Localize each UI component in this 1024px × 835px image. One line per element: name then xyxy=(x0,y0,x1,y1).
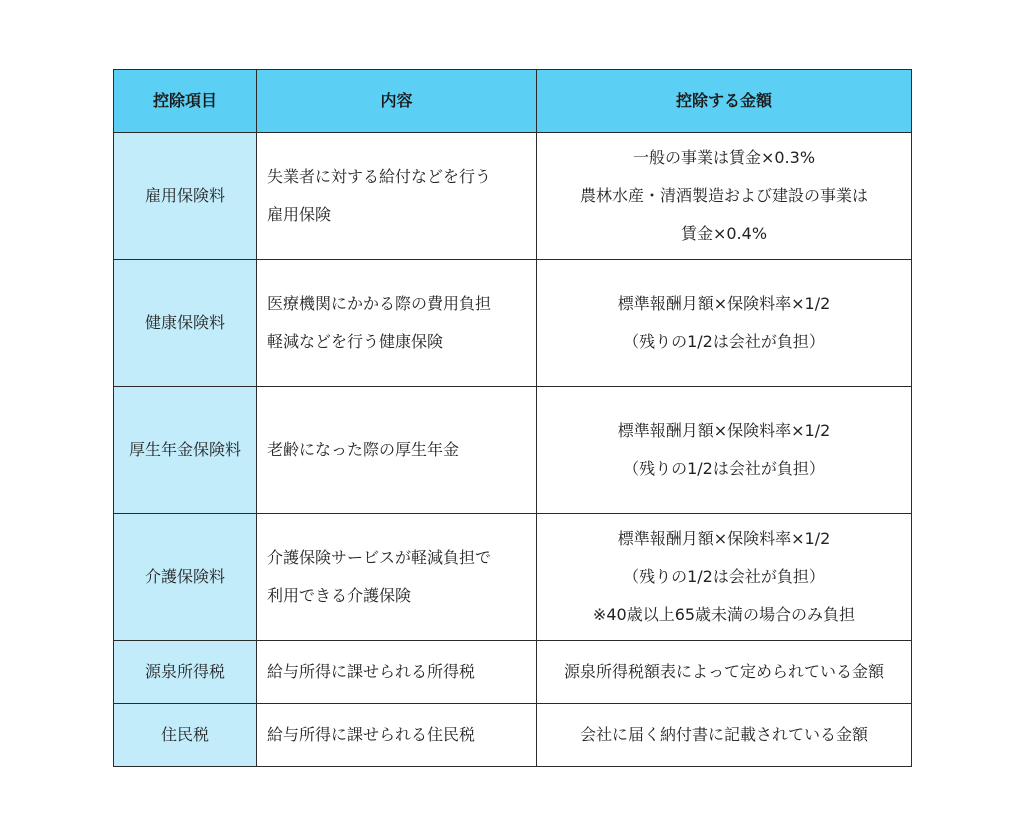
amount-line: ※40歳以上65歳未満の場合のみ負担 xyxy=(592,605,856,624)
content-line: 失業者に対する給付などを行う xyxy=(267,167,492,186)
table-row xyxy=(114,704,912,767)
row-amount xyxy=(537,133,912,260)
row-amount xyxy=(537,387,912,514)
amount-line: 農林水産・清酒製造および建設の事業は xyxy=(579,186,868,205)
row-item-pension-insurance: 厚生年金保険料 xyxy=(114,387,257,514)
header-item: 控除項目 xyxy=(114,70,257,133)
row-content xyxy=(257,704,537,767)
amount-line: （残りの1/2は会社が負担） xyxy=(623,567,825,586)
deduction-table xyxy=(113,69,912,767)
table-row xyxy=(114,133,912,260)
amount-line: （残りの1/2は会社が負担） xyxy=(623,332,825,351)
content-line: 雇用保険 xyxy=(267,205,332,224)
content-line: 軽減などを行う健康保険 xyxy=(267,332,444,351)
amount-line: 標準報酬月額×保険料率×1/2 xyxy=(617,421,831,440)
row-amount xyxy=(537,704,912,767)
amount-line: 会社に届く納付書に記載されている金額 xyxy=(579,725,868,744)
row-amount xyxy=(537,641,912,704)
header-amount: 控除する金額 xyxy=(537,70,912,133)
amount-line: 標準報酬月額×保険料率×1/2 xyxy=(617,529,831,548)
row-content xyxy=(257,260,537,387)
table-row xyxy=(114,387,912,514)
content-line: 給与所得に課せられる所得税 xyxy=(267,662,476,681)
row-amount xyxy=(537,514,912,641)
content-line: 給与所得に課せられる住民税 xyxy=(267,725,476,744)
amount-line: （残りの1/2は会社が負担） xyxy=(623,459,825,478)
row-content xyxy=(257,514,537,641)
row-item-employment-insurance: 雇用保険料 xyxy=(114,133,257,260)
table-row xyxy=(114,641,912,704)
amount-line: 標準報酬月額×保険料率×1/2 xyxy=(617,294,831,313)
table-header-row xyxy=(114,70,912,133)
row-content xyxy=(257,133,537,260)
table-row xyxy=(114,514,912,641)
content-line: 利用できる介護保険 xyxy=(267,586,412,605)
row-item-withholding-tax: 源泉所得税 xyxy=(114,641,257,704)
row-content xyxy=(257,387,537,514)
row-content xyxy=(257,641,537,704)
header-content: 内容 xyxy=(257,70,537,133)
table-row xyxy=(114,260,912,387)
content-line: 医療機関にかかる際の費用負担 xyxy=(267,294,492,313)
row-item-health-insurance: 健康保険料 xyxy=(114,260,257,387)
amount-line: 賃金×0.4% xyxy=(680,224,768,243)
content-line: 老齢になった際の厚生年金 xyxy=(267,440,460,459)
amount-line: 一般の事業は賃金×0.3% xyxy=(632,148,816,167)
content-line: 介護保険サービスが軽減負担で xyxy=(267,548,492,567)
row-item-resident-tax: 住民税 xyxy=(114,704,257,767)
row-item-care-insurance: 介護保険料 xyxy=(114,514,257,641)
row-amount xyxy=(537,260,912,387)
amount-line: 源泉所得税額表によって定められている金額 xyxy=(563,662,884,681)
